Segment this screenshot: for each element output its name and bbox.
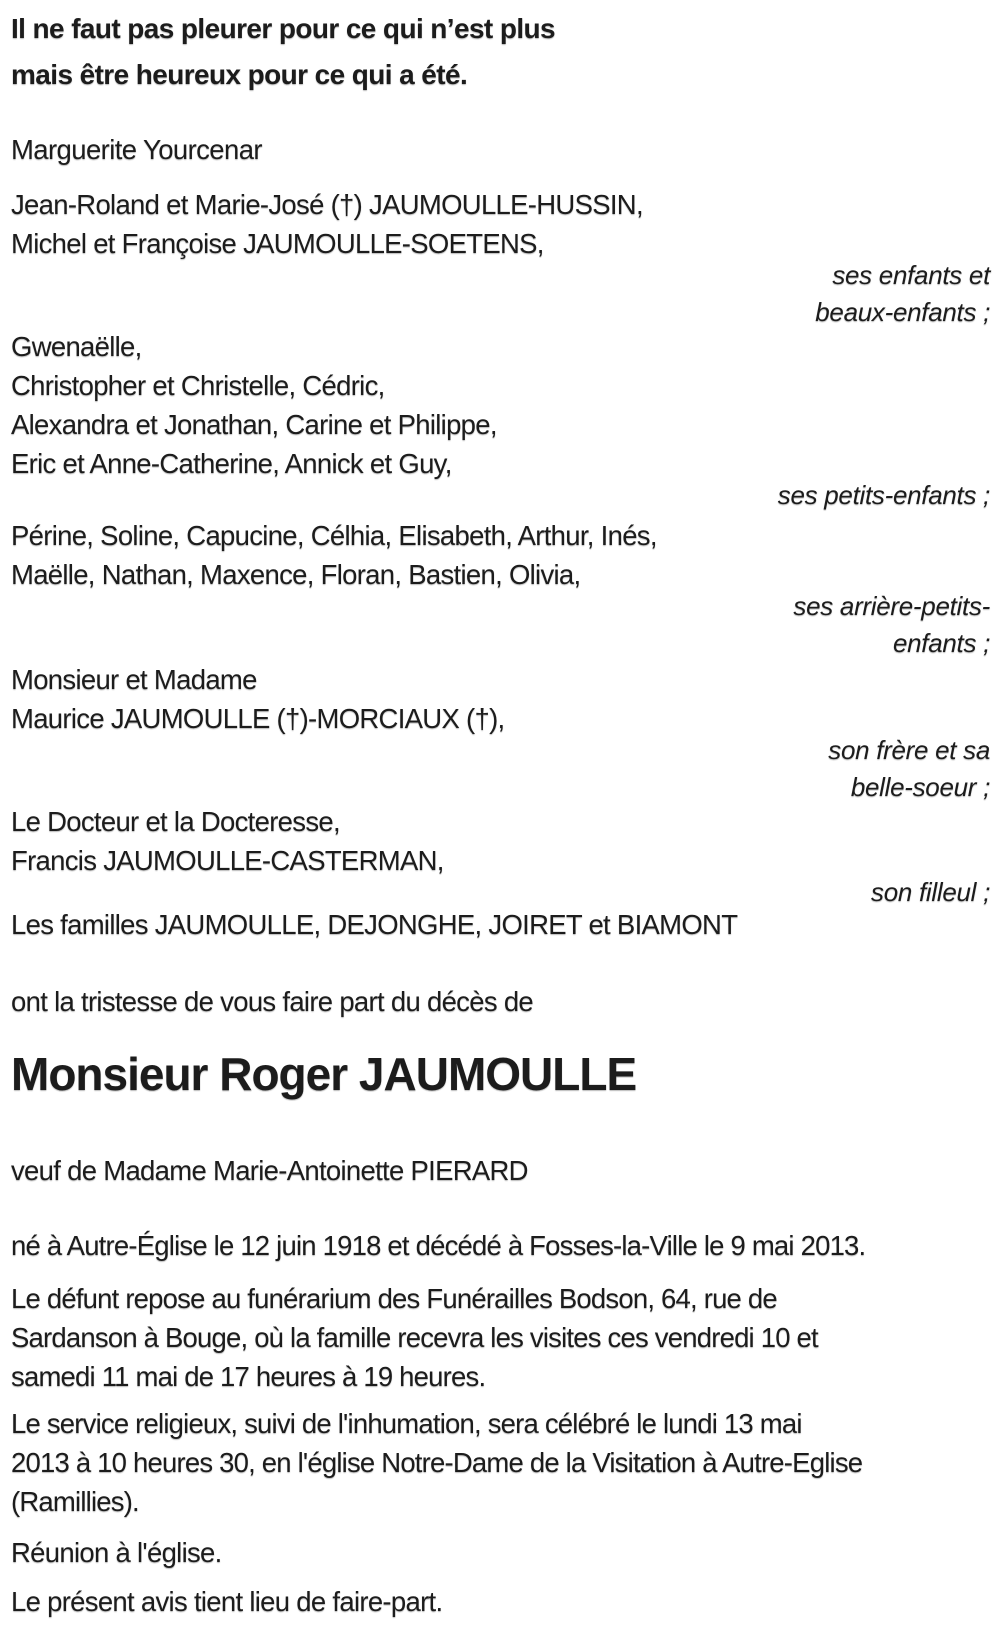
- family-member-line: Michel et Françoise JAUMOULLE-SOETENS,: [11, 228, 544, 259]
- family-member-line: Maurice JAUMOULLE (†)-MORCIAUX (†),: [11, 703, 505, 734]
- family-names: [11, 905, 990, 944]
- family-names: [11, 327, 990, 483]
- birth-death-line: né à Autre-Église le 12 juin 1918 et décédé à Fosses-la-Ville le 9 mai 2013.: [11, 1230, 866, 1261]
- service-line: (Ramillies).: [11, 1486, 139, 1517]
- relation-label-line: son filleul ;: [871, 877, 990, 907]
- relation-label-line: enfants ;: [892, 628, 990, 658]
- family-section-godson: [11, 802, 990, 911]
- family-names: [11, 516, 990, 594]
- family-names: [11, 185, 990, 263]
- relation-label-line: ses arrière-petits-: [793, 591, 990, 621]
- deceased-name: Monsieur Roger JAUMOULLE: [11, 1048, 637, 1100]
- relation-label-line: ses petits-enfants ;: [777, 480, 990, 510]
- opening-quote: [11, 6, 990, 98]
- relation-label-line: belle-soeur ;: [850, 772, 990, 802]
- service-line: Le service religieux, suivi de l'inhumation, sera célébré le lundi 13 mai: [11, 1408, 802, 1439]
- reunion-line: Réunion à l'église.: [11, 1537, 222, 1568]
- family-section-children: [11, 185, 990, 331]
- family-member-line: Monsieur et Madame: [11, 664, 257, 695]
- relation-label: [11, 257, 990, 331]
- service-paragraph: [11, 1404, 990, 1521]
- repose-line: Le défunt repose au funérarium des Funérailles Bodson, 64, rue de: [11, 1283, 777, 1314]
- relation-label-line: son frère et sa: [828, 735, 990, 765]
- relation-label-line: beaux-enfants ;: [815, 297, 990, 327]
- closing-line: Le présent avis tient lieu de faire-part.: [11, 1586, 443, 1617]
- family-member-line: Les familles JAUMOULLE, DEJONGHE, JOIRET et BIAMONT: [11, 909, 738, 940]
- quote-line-2: mais être heureux pour ce qui a été.: [11, 59, 468, 90]
- relation-label: [11, 732, 990, 806]
- relation-label: [11, 588, 990, 662]
- family-section-families: [11, 905, 990, 944]
- relation-label-line: ses enfants et: [832, 260, 990, 290]
- family-member-line: Gwenaëlle,: [11, 331, 142, 362]
- repose-paragraph: [11, 1279, 990, 1396]
- widower-line: veuf de Madame Marie-Antoinette PIERARD: [11, 1155, 528, 1186]
- repose-line: Sardanson à Bouge, où la famille recevra les visites ces vendredi 10 et: [11, 1322, 818, 1353]
- service-line: 2013 à 10 heures 30, en l'église Notre-Dame de la Visitation à Autre-Eglise: [11, 1447, 863, 1478]
- family-names: [11, 660, 990, 738]
- family-section-great-grandchildren: [11, 516, 990, 662]
- family-member-line: Le Docteur et la Docteresse,: [11, 806, 340, 837]
- family-member-line: Christopher et Christelle, Cédric,: [11, 370, 385, 401]
- family-member-line: Maëlle, Nathan, Maxence, Floran, Bastien, Olivia,: [11, 559, 581, 590]
- quote-line-1: Il ne faut pas pleurer pour ce qui n’est plus: [11, 13, 555, 44]
- family-member-line: Eric et Anne-Catherine, Annick et Guy,: [11, 448, 452, 479]
- family-member-line: Jean-Roland et Marie-José (†) JAUMOULLE-HUSSIN,: [11, 189, 643, 220]
- relation-label: [11, 477, 990, 514]
- quote-author: Marguerite Yourcenar: [11, 134, 262, 165]
- announcement-intro: ont la tristesse de vous faire part du décès de: [11, 986, 534, 1017]
- family-member-line: Alexandra et Jonathan, Carine et Philippe,: [11, 409, 497, 440]
- family-section-brother: [11, 660, 990, 806]
- family-section-grandchildren: [11, 327, 990, 514]
- family-member-line: Francis JAUMOULLE-CASTERMAN,: [11, 845, 444, 876]
- family-names: [11, 802, 990, 880]
- repose-line: samedi 11 mai de 17 heures à 19 heures.: [11, 1361, 486, 1392]
- family-member-line: Périne, Soline, Capucine, Célhia, Elisabeth, Arthur, Inés,: [11, 520, 657, 551]
